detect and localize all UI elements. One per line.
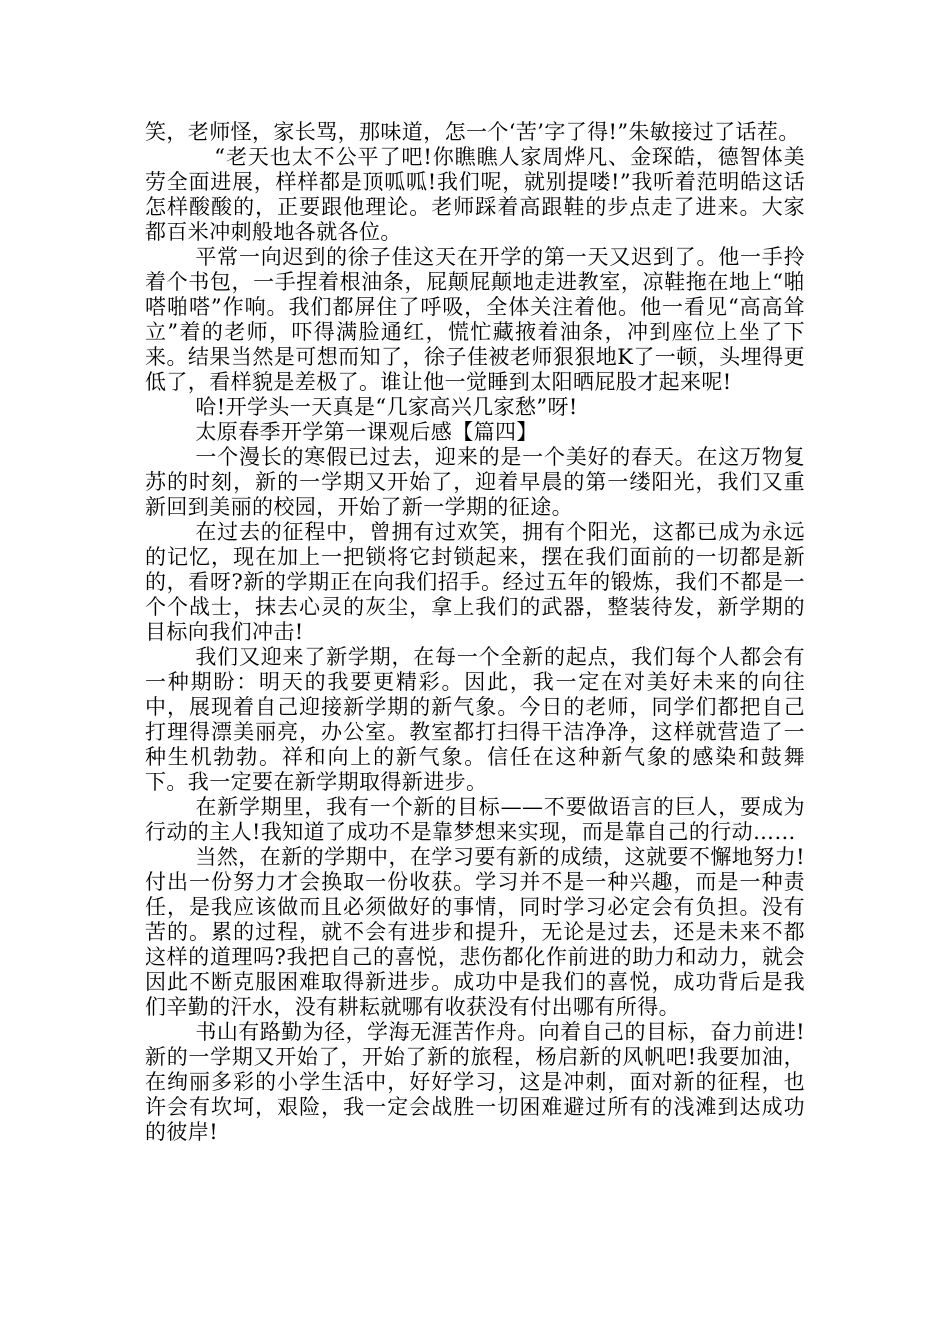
paragraph: 书山有路勤为径，学海无涯苦作舟。向着自己的目标，奋力前进!新的一学期又开始了，开始了新的旅程，杨启新的风帆吧!我要加油，在绚丽多彩的小学生活中，好好学习，这是冲刺，面对新的征程，也许会有坎坷，艰险，我一定会战胜一切困难避过所有的浅滩到达成功的彼岸! [145, 1020, 805, 1144]
paragraph: 哈!开学头一天真是“几家高兴几家愁”呀! [195, 395, 578, 419]
paragraph: 平常一向迟到的徐子佳这天在开学的第一天又迟到了。他一手拎着个书包，一手捏着根油条，屁颠屁颠地走进教室，凉鞋拖在地上“啪嗒啪嗒”作响。我们都屏住了呼吸，全体关注着他。他一看见“高高耸立”着的老师，吓得满脸通红，慌忙藏掖着油条，冲到座位上坐了下来。结果当然是可想而知了，徐子佳被老师狠狠地K了一顿，头埋得更低了，看样貌是差极了。谁让他一觉睡到太阳晒屁股才起来呢! [145, 245, 805, 394]
paragraph: 一个漫长的寒假已过去，迎来的是一个美好的春天。在这万物复苏的时刻，新的一学期又开始了，迎着早晨的第一缕阳光，我们又重新回到美丽的校园，开始了新一学期的征途。 [145, 445, 805, 519]
paragraph-continuation: 笑，老师怪，家长骂，那味道，怎一个‘苦’字了得!”朱敏接过了话茬。 [145, 120, 800, 144]
paragraph: “老天也太不公平了吧!你瞧瞧人家周烨凡、金琛皓，德智体美劳全面进展，样样都是顶呱呱!我们呢，就别提喽!”我听着范明皓这话怎样酸酸的，正要跟他理论。老师踩着高跟鞋的步点走了进来。大家都百米冲刺般地各就各位。 [145, 145, 805, 244]
document-body [145, 120, 805, 1145]
paragraph: 在过去的征程中，曾拥有过欢笑，拥有个阳光，这都已成为永远的记忆，现在加上一把锁将它封锁起来，摆在我们面前的一切都是新的，看呀?新的学期正在向我们招手。经过五年的锻炼，我们不都是一个个战士，抹去心灵的灰尘，拿上我们的武器，整装待发，新学期的目标向我们冲击! [145, 520, 805, 644]
section-heading: 太原春季开学第一课观后感【篇四】 [195, 420, 538, 444]
paragraph: 我们又迎来了新学期，在每一个全新的起点，我们每个人都会有一种期盼：明天的我要更精彩。因此，我一定在对美好未来的向往中，展现着自己迎接新学期的新气象。今日的老师，同学们都把自己打理得漂美丽亮，办公室。教室都打扫得干洁净净，这样就营造了一种生机勃勃。祥和向上的新气象。信任在这种新气象的感染和鼓舞下。我一定要在新学期取得新进步。 [145, 645, 805, 794]
paragraph: 在新学期里，我有一个新的目标——不要做语言的巨人，要成为行动的主人!我知道了成功不是靠梦想来实现，而是靠自己的行动…… [145, 795, 805, 844]
paragraph: 当然，在新的学期中，在学习要有新的成绩，这就要不懈地努力!付出一份努力才会换取一份收获。学习并不是一种兴趣，而是一种责任，是我应该做而且必须做好的事情，同时学习必定会有负担。没有苦的。累的过程，就不会有进步和提升，无论是过去，还是未来不都这样的道理吗?我把自己的喜悦，悲伤都化作前进的助力和动力，就会因此不断克服困难取得新进步。成功中是我们的喜悦，成功背后是我们辛勤的汗水，没有耕耘就哪有收获没有付出哪有所得。 [145, 845, 805, 1019]
